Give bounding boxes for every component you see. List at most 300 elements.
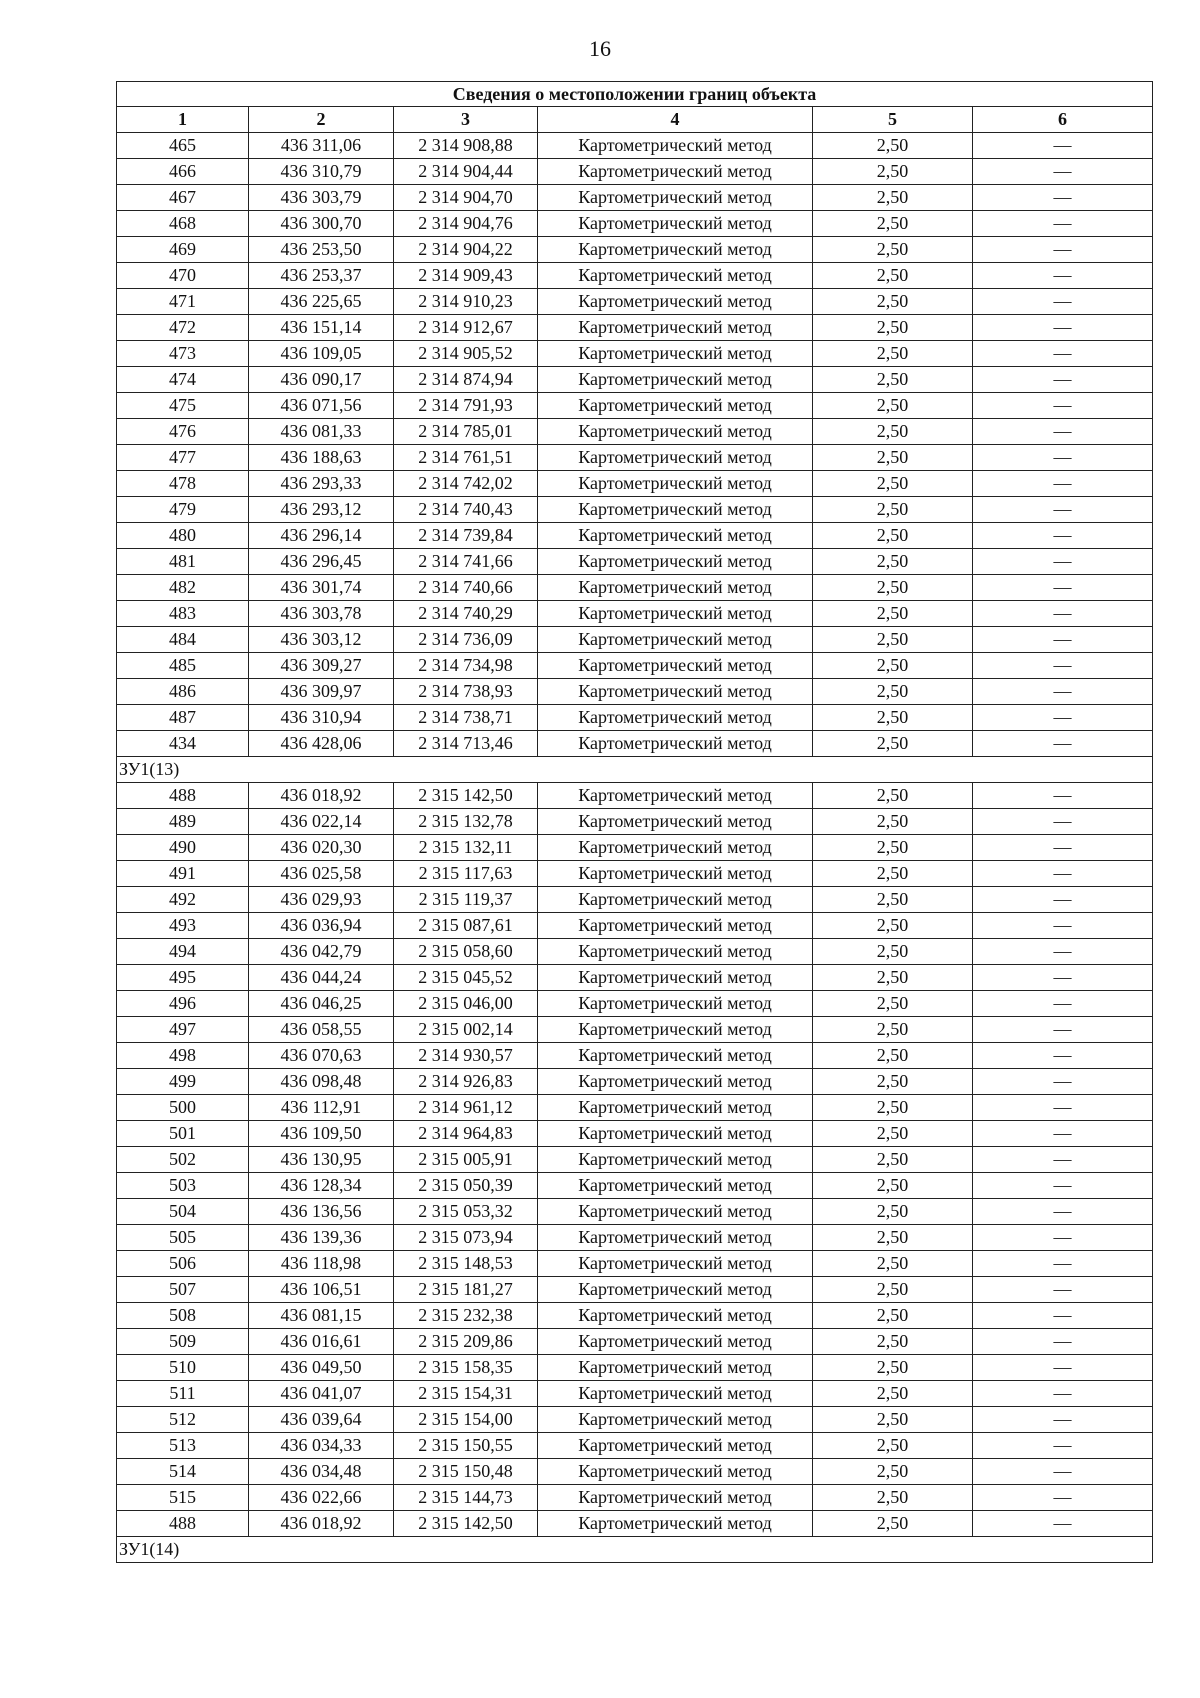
table-cell: 2,50 <box>813 731 973 757</box>
page-number: 16 <box>589 36 611 61</box>
table-row <box>117 783 1153 809</box>
table-cell: — <box>973 965 1153 991</box>
table-row <box>117 445 1153 471</box>
table-cell: 436 018,92 <box>249 783 394 809</box>
table-cell: 2 315 181,27 <box>394 1277 538 1303</box>
table-cell: Картометрический метод <box>538 1459 813 1485</box>
table-cell: 2 314 908,88 <box>394 133 538 159</box>
table-cell: 506 <box>117 1251 249 1277</box>
column-header: 6 <box>973 107 1153 133</box>
table-cell: — <box>973 705 1153 731</box>
table-cell: 2,50 <box>813 939 973 965</box>
table-cell: Картометрический метод <box>538 393 813 419</box>
table-cell: Картометрический метод <box>538 939 813 965</box>
table-cell: Картометрический метод <box>538 575 813 601</box>
table-cell: Картометрический метод <box>538 783 813 809</box>
table-cell: 474 <box>117 367 249 393</box>
table-cell: — <box>973 913 1153 939</box>
table-cell: 436 034,33 <box>249 1433 394 1459</box>
table-cell: 2 315 148,53 <box>394 1251 538 1277</box>
table-row <box>117 627 1153 653</box>
table-cell: 436 130,95 <box>249 1147 394 1173</box>
table-cell: 2,50 <box>813 419 973 445</box>
table-row <box>117 679 1153 705</box>
table-cell: 2 314 912,67 <box>394 315 538 341</box>
table-cell: 2,50 <box>813 315 973 341</box>
table-cell: 436 296,45 <box>249 549 394 575</box>
table-cell: — <box>973 939 1153 965</box>
table-cell: — <box>973 1017 1153 1043</box>
table-row <box>117 809 1153 835</box>
table-cell: 2 314 785,01 <box>394 419 538 445</box>
table-cell: 436 303,79 <box>249 185 394 211</box>
table-cell: 476 <box>117 419 249 445</box>
table-cell: — <box>973 1433 1153 1459</box>
column-header: 4 <box>538 107 813 133</box>
table-cell: 483 <box>117 601 249 627</box>
table-cell: 436 022,14 <box>249 809 394 835</box>
table-cell: 2,50 <box>813 1277 973 1303</box>
table-title-row <box>117 82 1153 107</box>
table-cell: 436 081,15 <box>249 1303 394 1329</box>
table-cell: 436 225,65 <box>249 289 394 315</box>
table-cell: 504 <box>117 1199 249 1225</box>
table-cell: 436 071,56 <box>249 393 394 419</box>
table-row <box>117 1485 1153 1511</box>
table-cell: 434 <box>117 731 249 757</box>
table-cell: Картометрический метод <box>538 913 813 939</box>
table-row <box>117 601 1153 627</box>
table-cell: — <box>973 367 1153 393</box>
table-cell: 502 <box>117 1147 249 1173</box>
table-cell: 436 049,50 <box>249 1355 394 1381</box>
table-cell: Картометрический метод <box>538 1147 813 1173</box>
table-cell: 513 <box>117 1433 249 1459</box>
table-cell: 2 314 964,83 <box>394 1121 538 1147</box>
table-cell: — <box>973 471 1153 497</box>
table-cell: 436 310,94 <box>249 705 394 731</box>
table-row <box>117 1277 1153 1303</box>
table-cell: 510 <box>117 1355 249 1381</box>
table-cell: 2 314 874,94 <box>394 367 538 393</box>
table-row <box>117 1381 1153 1407</box>
table-cell: — <box>973 315 1153 341</box>
table-cell: 436 022,66 <box>249 1485 394 1511</box>
table-cell: 2,50 <box>813 679 973 705</box>
table-cell: 2 314 740,29 <box>394 601 538 627</box>
table-row <box>117 835 1153 861</box>
table-cell: Картометрический метод <box>538 263 813 289</box>
table-cell: — <box>973 1459 1153 1485</box>
table-cell: 2,50 <box>813 965 973 991</box>
table-cell: — <box>973 653 1153 679</box>
table-cell: 2,50 <box>813 341 973 367</box>
table-cell: — <box>973 341 1153 367</box>
table-cell: 2,50 <box>813 445 973 471</box>
table-cell: 2,50 <box>813 1225 973 1251</box>
table-cell: 501 <box>117 1121 249 1147</box>
table-cell: — <box>973 679 1153 705</box>
table-cell: — <box>973 1173 1153 1199</box>
table-cell: 2,50 <box>813 1303 973 1329</box>
table-cell: 2 314 904,44 <box>394 159 538 185</box>
table-cell: 515 <box>117 1485 249 1511</box>
table-cell: — <box>973 1303 1153 1329</box>
section-row <box>117 1537 1153 1563</box>
table-cell: 2 315 158,35 <box>394 1355 538 1381</box>
table-cell: 2,50 <box>813 705 973 731</box>
table-cell: Картометрический метод <box>538 809 813 835</box>
table-cell: 436 253,37 <box>249 263 394 289</box>
table-row <box>117 1095 1153 1121</box>
table-cell: 436 310,79 <box>249 159 394 185</box>
table-cell: 467 <box>117 185 249 211</box>
table-cell: 486 <box>117 679 249 705</box>
table-cell: 436 118,98 <box>249 1251 394 1277</box>
table-cell: Картометрический метод <box>538 835 813 861</box>
table-cell: 2 315 142,50 <box>394 783 538 809</box>
table-cell: 436 303,12 <box>249 627 394 653</box>
table-cell: — <box>973 1251 1153 1277</box>
table-cell: 436 016,61 <box>249 1329 394 1355</box>
table-row <box>117 367 1153 393</box>
table-cell: 496 <box>117 991 249 1017</box>
column-header: 3 <box>394 107 538 133</box>
table-cell: 2,50 <box>813 887 973 913</box>
table-cell: 2 314 734,98 <box>394 653 538 679</box>
table-cell: 2,50 <box>813 237 973 263</box>
table-cell: Картометрический метод <box>538 419 813 445</box>
table-cell: 2 315 087,61 <box>394 913 538 939</box>
boundary-coordinates-table <box>116 81 1153 1563</box>
table-cell: 468 <box>117 211 249 237</box>
table-cell: — <box>973 835 1153 861</box>
table-cell: Картометрический метод <box>538 601 813 627</box>
table-cell: 509 <box>117 1329 249 1355</box>
table-cell: Картометрический метод <box>538 1277 813 1303</box>
table-cell: 2,50 <box>813 1511 973 1537</box>
table-cell: 2,50 <box>813 653 973 679</box>
table-row <box>117 211 1153 237</box>
table-cell: 481 <box>117 549 249 575</box>
table-cell: 436 301,74 <box>249 575 394 601</box>
table-row <box>117 1043 1153 1069</box>
table-cell: 2,50 <box>813 497 973 523</box>
section-label: ЗУ1(14) <box>117 1537 1153 1563</box>
table-cell: 2,50 <box>813 1173 973 1199</box>
table-cell: 2,50 <box>813 1069 973 1095</box>
table-row <box>117 861 1153 887</box>
table-cell: 2 315 232,38 <box>394 1303 538 1329</box>
column-header-row <box>117 107 1153 133</box>
table-cell: 2 315 132,11 <box>394 835 538 861</box>
table-cell: 436 300,70 <box>249 211 394 237</box>
table-cell: — <box>973 1069 1153 1095</box>
table-cell: 2 315 046,00 <box>394 991 538 1017</box>
table-cell: — <box>973 1225 1153 1251</box>
table-row <box>117 263 1153 289</box>
column-header: 5 <box>813 107 973 133</box>
table-cell: — <box>973 627 1153 653</box>
table-cell: 436 293,33 <box>249 471 394 497</box>
table-cell: 436 309,27 <box>249 653 394 679</box>
table-row <box>117 1225 1153 1251</box>
table-cell: 2 314 742,02 <box>394 471 538 497</box>
table-row <box>117 159 1153 185</box>
table-cell: 2 314 739,84 <box>394 523 538 549</box>
table-cell: 480 <box>117 523 249 549</box>
table-row <box>117 471 1153 497</box>
table-row <box>117 1173 1153 1199</box>
table-cell: 499 <box>117 1069 249 1095</box>
table-cell: 2 315 150,55 <box>394 1433 538 1459</box>
table-cell: — <box>973 1381 1153 1407</box>
table-cell: 2,50 <box>813 575 973 601</box>
table-cell: — <box>973 991 1153 1017</box>
table-cell: — <box>973 861 1153 887</box>
table-cell: 473 <box>117 341 249 367</box>
table-cell: 2,50 <box>813 1147 973 1173</box>
table-cell: 482 <box>117 575 249 601</box>
table-cell: 2 314 909,43 <box>394 263 538 289</box>
table-row <box>117 705 1153 731</box>
table-cell: Картометрический метод <box>538 991 813 1017</box>
table-row <box>117 419 1153 445</box>
table-cell: 436 128,34 <box>249 1173 394 1199</box>
table-cell: 2,50 <box>813 809 973 835</box>
table-cell: 436 081,33 <box>249 419 394 445</box>
table-cell: 2,50 <box>813 289 973 315</box>
table-row <box>117 341 1153 367</box>
table-cell: 505 <box>117 1225 249 1251</box>
table-cell: Картометрический метод <box>538 341 813 367</box>
table-cell: 436 303,78 <box>249 601 394 627</box>
table-cell: Картометрический метод <box>538 965 813 991</box>
table-cell: 2 315 142,50 <box>394 1511 538 1537</box>
table-cell: — <box>973 1277 1153 1303</box>
table-cell: 2,50 <box>813 133 973 159</box>
table-cell: 492 <box>117 887 249 913</box>
table-cell: 2 315 117,63 <box>394 861 538 887</box>
table-cell: 2 314 904,22 <box>394 237 538 263</box>
table-cell: 488 <box>117 783 249 809</box>
table-cell: 2,50 <box>813 1043 973 1069</box>
table-row <box>117 913 1153 939</box>
table-row <box>117 1303 1153 1329</box>
table-cell: Картометрический метод <box>538 1017 813 1043</box>
table-row <box>117 653 1153 679</box>
table-cell: 477 <box>117 445 249 471</box>
table-cell: Картометрический метод <box>538 1433 813 1459</box>
table-cell: 498 <box>117 1043 249 1069</box>
section-label: ЗУ1(13) <box>117 757 1153 783</box>
table-cell: 2 314 740,43 <box>394 497 538 523</box>
table-cell: — <box>973 523 1153 549</box>
table-cell: 469 <box>117 237 249 263</box>
table-cell: 2,50 <box>813 913 973 939</box>
table-cell: 2 314 713,46 <box>394 731 538 757</box>
column-header: 1 <box>117 107 249 133</box>
table-row <box>117 1147 1153 1173</box>
table-cell: 436 098,48 <box>249 1069 394 1095</box>
table-row <box>117 965 1153 991</box>
table-cell: 436 029,93 <box>249 887 394 913</box>
table-cell: 2,50 <box>813 1017 973 1043</box>
table-cell: Картометрический метод <box>538 549 813 575</box>
table-cell: — <box>973 809 1153 835</box>
table-cell: 471 <box>117 289 249 315</box>
table-cell: 436 311,06 <box>249 133 394 159</box>
table-cell: 511 <box>117 1381 249 1407</box>
column-header: 2 <box>249 107 394 133</box>
table-cell: Картометрический метод <box>538 211 813 237</box>
table-cell: 2,50 <box>813 159 973 185</box>
table-cell: 2 315 002,14 <box>394 1017 538 1043</box>
table-cell: Картометрический метод <box>538 1303 813 1329</box>
table-row <box>117 887 1153 913</box>
table-cell: Картометрический метод <box>538 627 813 653</box>
table-cell: 436 253,50 <box>249 237 394 263</box>
table-cell: 478 <box>117 471 249 497</box>
table-cell: 2,50 <box>813 393 973 419</box>
table-row <box>117 289 1153 315</box>
table-cell: Картометрический метод <box>538 1355 813 1381</box>
table-cell: 2 315 154,00 <box>394 1407 538 1433</box>
table-cell: 436 041,07 <box>249 1381 394 1407</box>
table-cell: — <box>973 159 1153 185</box>
table-row <box>117 1407 1153 1433</box>
table-cell: 487 <box>117 705 249 731</box>
table-row <box>117 497 1153 523</box>
table-cell: 436 109,50 <box>249 1121 394 1147</box>
table-cell: 436 070,63 <box>249 1043 394 1069</box>
table-cell: 484 <box>117 627 249 653</box>
table-cell: Картометрический метод <box>538 1407 813 1433</box>
table-cell: 2 314 905,52 <box>394 341 538 367</box>
table-cell: 475 <box>117 393 249 419</box>
table-cell: Картометрический метод <box>538 653 813 679</box>
table-cell: Картометрический метод <box>538 471 813 497</box>
table-cell: — <box>973 1485 1153 1511</box>
table-cell: 2 314 736,09 <box>394 627 538 653</box>
table-row <box>117 575 1153 601</box>
table-cell: 436 039,64 <box>249 1407 394 1433</box>
table-body <box>117 133 1153 1563</box>
table-cell: 2,50 <box>813 991 973 1017</box>
table-cell: 436 025,58 <box>249 861 394 887</box>
table-cell: Картометрический метод <box>538 1329 813 1355</box>
table-cell: 470 <box>117 263 249 289</box>
table-cell: 2,50 <box>813 1199 973 1225</box>
table-cell: 436 109,05 <box>249 341 394 367</box>
table-row <box>117 237 1153 263</box>
table-row <box>117 991 1153 1017</box>
table-head <box>117 82 1153 133</box>
table-cell: Картометрический метод <box>538 679 813 705</box>
table-cell: Картометрический метод <box>538 887 813 913</box>
table-cell: 2 315 209,86 <box>394 1329 538 1355</box>
table-cell: — <box>973 1147 1153 1173</box>
table-cell: 466 <box>117 159 249 185</box>
table-cell: 512 <box>117 1407 249 1433</box>
table-cell: — <box>973 263 1153 289</box>
table-cell: 2 314 910,23 <box>394 289 538 315</box>
table-cell: 2 315 045,52 <box>394 965 538 991</box>
table-row <box>117 1199 1153 1225</box>
table-cell: Картометрический метод <box>538 497 813 523</box>
table-row <box>117 939 1153 965</box>
table-cell: 2,50 <box>813 1459 973 1485</box>
table-cell: — <box>973 783 1153 809</box>
table-cell: 436 058,55 <box>249 1017 394 1043</box>
table-cell: 2,50 <box>813 1251 973 1277</box>
table-cell: 436 036,94 <box>249 913 394 939</box>
table-cell: Картометрический метод <box>538 159 813 185</box>
table-cell: — <box>973 601 1153 627</box>
table-cell: 2,50 <box>813 835 973 861</box>
table-cell: 2,50 <box>813 211 973 237</box>
table-cell: — <box>973 1043 1153 1069</box>
table-cell: Картометрический метод <box>538 185 813 211</box>
table-cell: 436 046,25 <box>249 991 394 1017</box>
table-cell: 2,50 <box>813 601 973 627</box>
table-cell: 2,50 <box>813 1329 973 1355</box>
table-cell: 2 315 150,48 <box>394 1459 538 1485</box>
table-cell: 436 090,17 <box>249 367 394 393</box>
table-cell: — <box>973 237 1153 263</box>
table-cell: 493 <box>117 913 249 939</box>
table-row <box>117 1459 1153 1485</box>
table-cell: 500 <box>117 1095 249 1121</box>
table-cell: — <box>973 497 1153 523</box>
table-row <box>117 133 1153 159</box>
table-cell: Картометрический метод <box>538 1381 813 1407</box>
table-cell: 2 314 740,66 <box>394 575 538 601</box>
table-row <box>117 185 1153 211</box>
table-cell: 2,50 <box>813 1485 973 1511</box>
table-cell: 436 044,24 <box>249 965 394 991</box>
table-cell: 488 <box>117 1511 249 1537</box>
table-cell: — <box>973 211 1153 237</box>
table-cell: 495 <box>117 965 249 991</box>
table-cell: 2 314 930,57 <box>394 1043 538 1069</box>
table-cell: 2,50 <box>813 783 973 809</box>
table-cell: 508 <box>117 1303 249 1329</box>
table-cell: 491 <box>117 861 249 887</box>
table-cell: 2 315 144,73 <box>394 1485 538 1511</box>
table-cell: 485 <box>117 653 249 679</box>
table-title: Сведения о местоположении границ объекта <box>117 82 1153 107</box>
table-cell: 2,50 <box>813 549 973 575</box>
table-cell: Картометрический метод <box>538 1511 813 1537</box>
table-cell: 436 139,36 <box>249 1225 394 1251</box>
table-row <box>117 1069 1153 1095</box>
table-cell: Картометрический метод <box>538 1485 813 1511</box>
table-cell: — <box>973 445 1153 471</box>
table-cell: 497 <box>117 1017 249 1043</box>
table-cell: 436 151,14 <box>249 315 394 341</box>
table-cell: 2 315 005,91 <box>394 1147 538 1173</box>
table-cell: 489 <box>117 809 249 835</box>
table-cell: 2 314 738,93 <box>394 679 538 705</box>
table-cell: 436 018,92 <box>249 1511 394 1537</box>
table-cell: 2,50 <box>813 367 973 393</box>
table-cell: 436 309,97 <box>249 679 394 705</box>
table-cell: Картометрический метод <box>538 289 813 315</box>
table-cell: 436 136,56 <box>249 1199 394 1225</box>
table-cell: 2 315 119,37 <box>394 887 538 913</box>
table-cell: 2 314 926,83 <box>394 1069 538 1095</box>
